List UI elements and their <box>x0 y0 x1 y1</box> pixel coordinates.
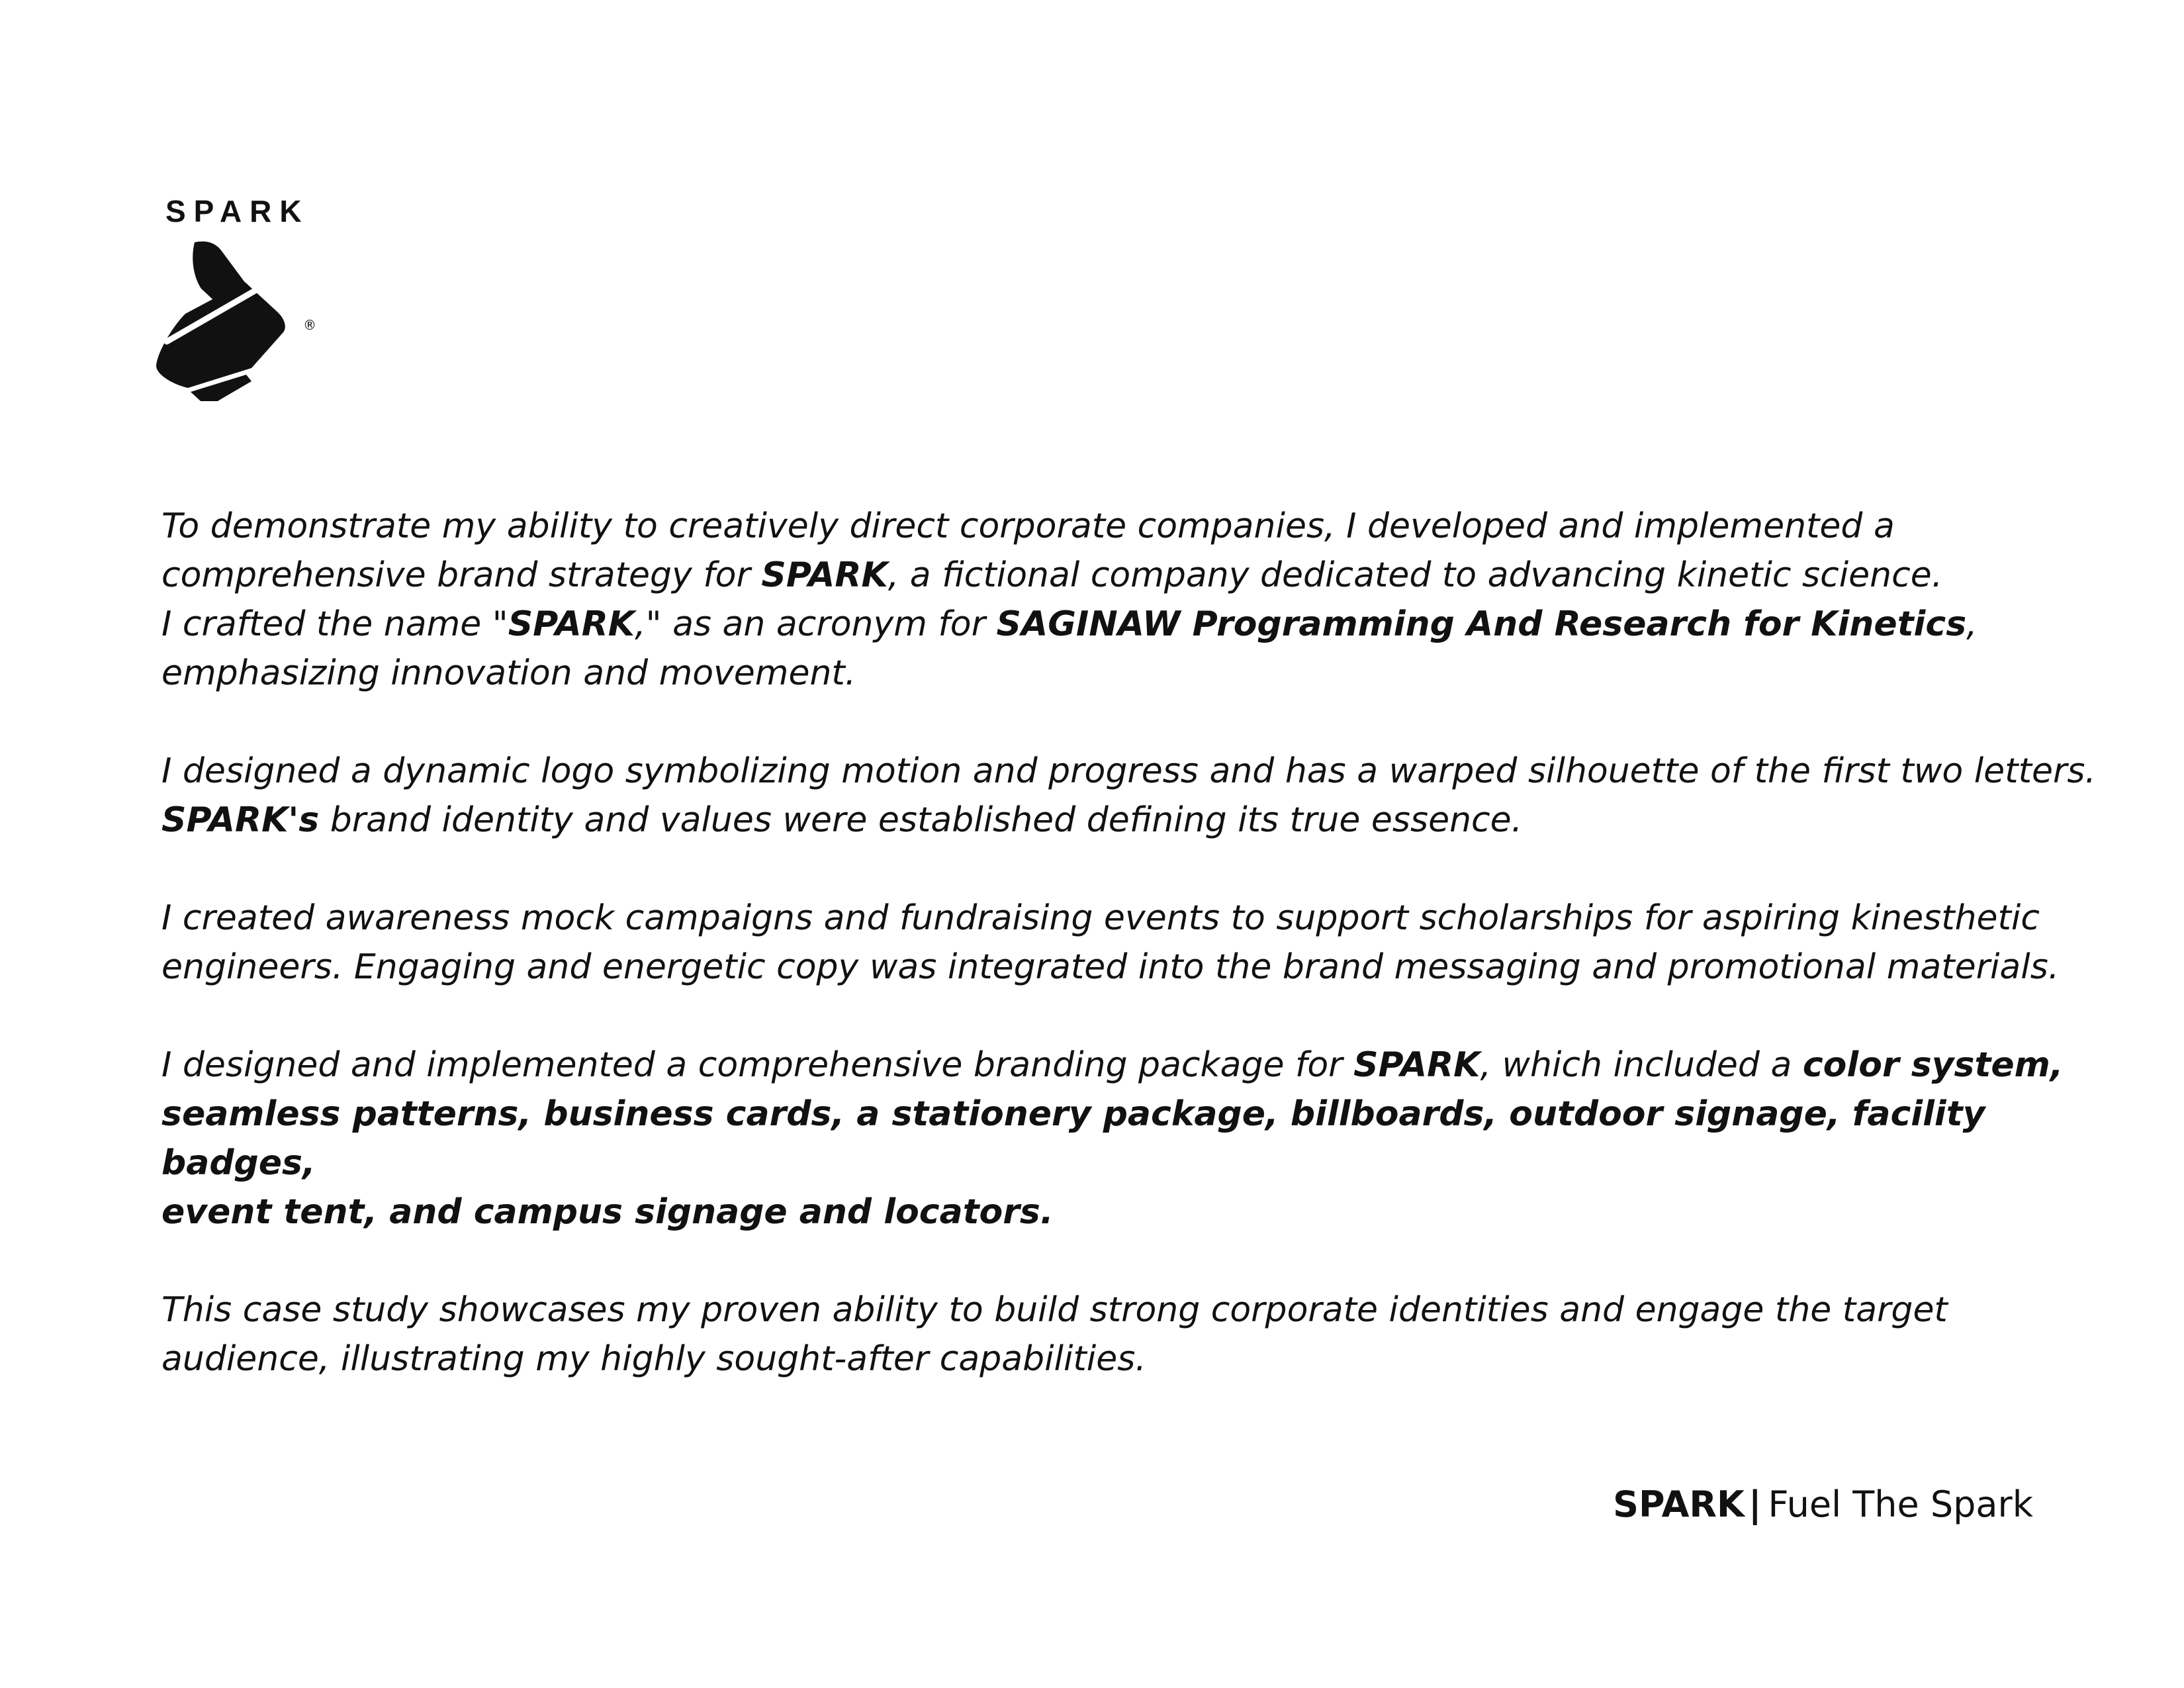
registered-mark: ® <box>303 317 316 333</box>
footer-tagline <box>1613 1481 2033 1528</box>
paragraph-conclusion: This case study showcases my proven ability to build strong corporate identities and engage the target audience, illustrating my highly sought-after capabilities. <box>161 1290 1948 1379</box>
paragraph-branding-package: I designed and implemented a comprehensive branding package for SPARK, which included a color system, seamless patterns, business cards, a stationery package, billboards, outdoor signage, facility badges, event tent, and campus signage and locators. <box>161 1045 2064 1232</box>
logo-wordmark: SPARK <box>165 194 310 228</box>
tagline-separator: | <box>1748 1483 1762 1525</box>
case-study-description <box>161 502 2114 1383</box>
tagline-brand: SPARK <box>1613 1483 1745 1525</box>
paragraph-campaigns: I created awareness mock campaigns and fundraising events to support scholarships for aspiring kinesthetic engineers. Engaging and energetic copy was integrated into the brand messaging and promotional materials. <box>161 898 2060 987</box>
spark-logo-icon <box>147 236 326 401</box>
tagline-slogan: Fuel The Spark <box>1768 1483 2033 1525</box>
paragraph-logo: I designed a dynamic logo symbolizing motion and progress and has a warped silhouette of the first two letters. SPARK's brand identity and values were established defining its true essence. <box>161 751 2096 840</box>
paragraph-intro: To demonstrate my ability to creatively direct corporate companies, I developed and implemented a comprehensive brand strategy for SPARK, a fictional company dedicated to advancing kinetic science. I crafted the name "SPARK," as an acronym for SAGINAW Programming And Research for Kinetics, emphasizing innovation and movement. <box>161 506 1978 693</box>
